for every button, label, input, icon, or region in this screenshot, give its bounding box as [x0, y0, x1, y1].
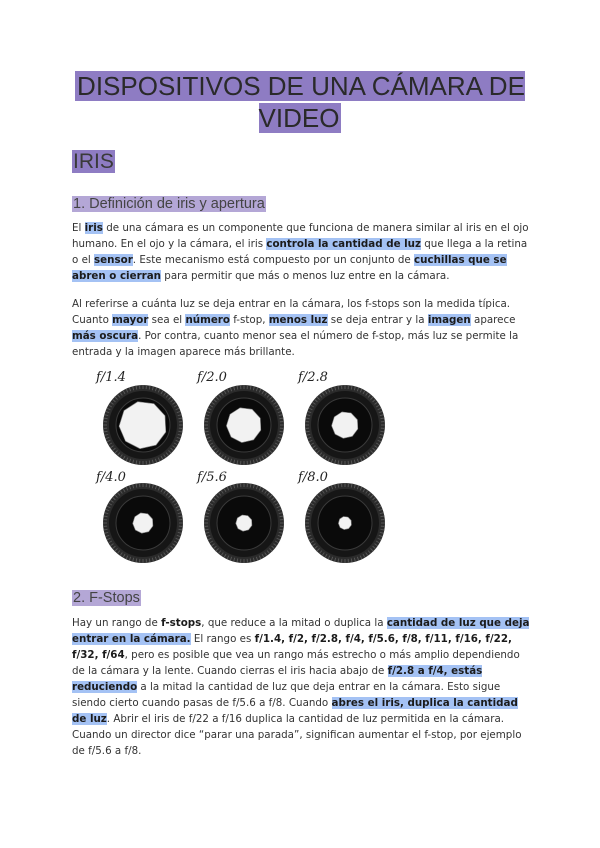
lens-knurl-tick — [104, 516, 108, 517]
lens-knurl-tick — [306, 529, 310, 530]
lens-knurl-tick — [338, 484, 339, 488]
lens-knurl-tick — [250, 484, 251, 488]
lens-knurl-tick — [306, 418, 310, 419]
lens-knurl-tick — [237, 484, 238, 488]
highlighted-text: sensor — [94, 254, 133, 266]
lens-knurl-tick — [351, 484, 352, 488]
highlighted-text: f/2.8 a f/4, estás reduciendo — [72, 665, 483, 693]
lens-knurl-tick — [178, 529, 182, 530]
document-title — [60, 70, 540, 134]
highlighted-text: iris — [84, 222, 103, 234]
lens-knurl-tick — [279, 529, 283, 530]
lens-knurl-tick — [136, 460, 137, 464]
aperture-opening — [133, 513, 153, 533]
paragraph-iris-definition — [72, 220, 534, 284]
document-title-text: DISPOSITIVOS DE UNA CÁMARA DE VIDEO — [77, 71, 525, 133]
text-run: para permitir que más o menos luz entre en la cámara. — [161, 270, 450, 282]
lens-knurl-tick — [279, 431, 283, 432]
text-run: . Por contra, cuanto menor sea el número de f-stop, más luz se permite la entrada y la imagen aparece más brillante. — [72, 330, 519, 358]
lens-knurl-tick — [136, 484, 137, 488]
subsection-heading-definition — [72, 196, 266, 212]
aperture-opening — [338, 517, 351, 530]
highlighted-text: menos luz — [268, 314, 328, 326]
aperture-label-3: f/2.8 — [298, 370, 328, 385]
lens-knurl-tick — [338, 460, 339, 464]
aperture-lens-4 — [98, 478, 188, 568]
lens-knurl-tick — [237, 558, 238, 562]
bold-text: f/1.4, f/2, f/2.8, f/4, f/5.6, f/8, f/11, f/16, f/22, f/32, f/64 — [72, 633, 512, 661]
text-run: Hay un rango de — [72, 617, 162, 629]
paragraph-fstops-intro — [72, 296, 534, 360]
aperture-label-4: f/4.0 — [96, 470, 126, 485]
lens-knurl-tick — [149, 386, 150, 390]
lens-knurl-tick — [178, 418, 182, 419]
lens-knurl-tick — [149, 460, 150, 464]
text-run: a la mitad la cantidad de luz que deja entrar en la cámara. Esto sigue siendo cierto cuando pasas de f/5.6 a f/8. Cuando — [72, 681, 501, 709]
aperture-label-6: f/8.0 — [298, 470, 328, 485]
lens-knurl-tick — [136, 386, 137, 390]
lens-knurl-tick — [380, 418, 384, 419]
lens-knurl-tick — [250, 558, 251, 562]
bold-text: f-stops — [161, 617, 202, 629]
lens-knurl-tick — [380, 431, 384, 432]
text-run: , que reduce a la mitad o duplica la — [201, 617, 387, 629]
subsection-heading-fstops — [72, 590, 141, 606]
text-run: aparece — [470, 314, 516, 326]
lens-knurl-tick — [205, 516, 209, 517]
section-heading-iris — [72, 150, 115, 174]
text-run: . Este mecanismo está compuesto por un conjunto de — [132, 254, 415, 266]
lens-knurl-tick — [205, 529, 209, 530]
section-heading-iris-text: IRIS — [73, 150, 114, 173]
text-run: f-stop, — [229, 314, 269, 326]
lens-knurl-tick — [380, 516, 384, 517]
lens-knurl-tick — [104, 529, 108, 530]
lens-knurl-tick — [338, 386, 339, 390]
aperture-label-1: f/1.4 — [96, 370, 126, 385]
lens-knurl-tick — [205, 418, 209, 419]
lens-knurl-tick — [237, 460, 238, 464]
aperture-lens-3 — [300, 380, 390, 470]
lens-knurl-tick — [104, 431, 108, 432]
lens-knurl-tick — [178, 431, 182, 432]
lens-knurl-tick — [306, 516, 310, 517]
highlighted-text: cantidad de luz que deja entrar en la cámara. — [72, 617, 530, 645]
lens-knurl-tick — [178, 516, 182, 517]
lens-knurl-tick — [149, 484, 150, 488]
text-run: El — [72, 222, 85, 234]
lens-knurl-tick — [279, 418, 283, 419]
aperture-opening — [226, 408, 260, 443]
lens-knurl-tick — [380, 529, 384, 530]
lens-knurl-tick — [338, 558, 339, 562]
highlighted-text: más oscura — [72, 330, 139, 342]
text-run: . Abrir el iris de f/22 a f/16 duplica la cantidad de luz permitida en la cámara. Cuando un director dice “parar una parada”, significan aumentar el f-stop, por ejemplo de f/5.6 a f/8. — [72, 713, 522, 757]
lens-knurl-tick — [250, 386, 251, 390]
aperture-opening — [332, 412, 358, 438]
lens-knurl-tick — [351, 558, 352, 562]
lens-knurl-tick — [279, 516, 283, 517]
lens-knurl-tick — [250, 460, 251, 464]
text-run: se deja entrar y la — [327, 314, 428, 326]
text-run: , pero es posible que vea un rango más estrecho o más amplio dependiendo de la cámara y la lente. Cuando cierras el iris hacia abajo de — [72, 649, 520, 677]
aperture-lens-6 — [300, 478, 390, 568]
highlighted-text: imagen — [427, 314, 471, 326]
aperture-label-5: f/5.6 — [197, 470, 227, 485]
lens-knurl-tick — [351, 460, 352, 464]
paragraph-fstops-range — [72, 615, 534, 759]
text-run: El rango es — [190, 633, 255, 645]
text-run: sea el — [148, 314, 186, 326]
subsection-heading-definition-text: 1. Definición de iris y apertura — [73, 196, 265, 212]
aperture-label-2: f/2.0 — [197, 370, 227, 385]
highlighted-text: abres el iris, duplica la cantidad de luz — [72, 697, 518, 725]
lens-knurl-tick — [306, 431, 310, 432]
aperture-opening — [236, 515, 252, 531]
text-run: que llega a la retina o el — [72, 238, 528, 266]
lens-knurl-tick — [351, 386, 352, 390]
lens-knurl-tick — [104, 418, 108, 419]
highlighted-text: número — [185, 314, 230, 326]
lens-knurl-tick — [205, 431, 209, 432]
aperture-lens-5 — [199, 478, 289, 568]
highlighted-text: controla la cantidad de luz — [266, 238, 421, 250]
lens-knurl-tick — [136, 558, 137, 562]
lens-knurl-tick — [237, 386, 238, 390]
aperture-lens-2 — [199, 380, 289, 470]
aperture-lens-1 — [98, 380, 188, 470]
text-run: Al referirse a cuánta luz se deja entrar en la cámara, los f-stops son la medida típica. Cuanto — [72, 298, 511, 326]
highlighted-text: mayor — [112, 314, 149, 326]
highlighted-text: cuchillas que se abren o cierran — [72, 254, 507, 282]
subsection-heading-fstops-text: 2. F-Stops — [73, 590, 140, 606]
lens-knurl-tick — [149, 558, 150, 562]
text-run: de una cámara es un componente que funciona de manera similar al iris en el ojo humano. En el ojo y la cámara, el iris — [72, 222, 529, 250]
